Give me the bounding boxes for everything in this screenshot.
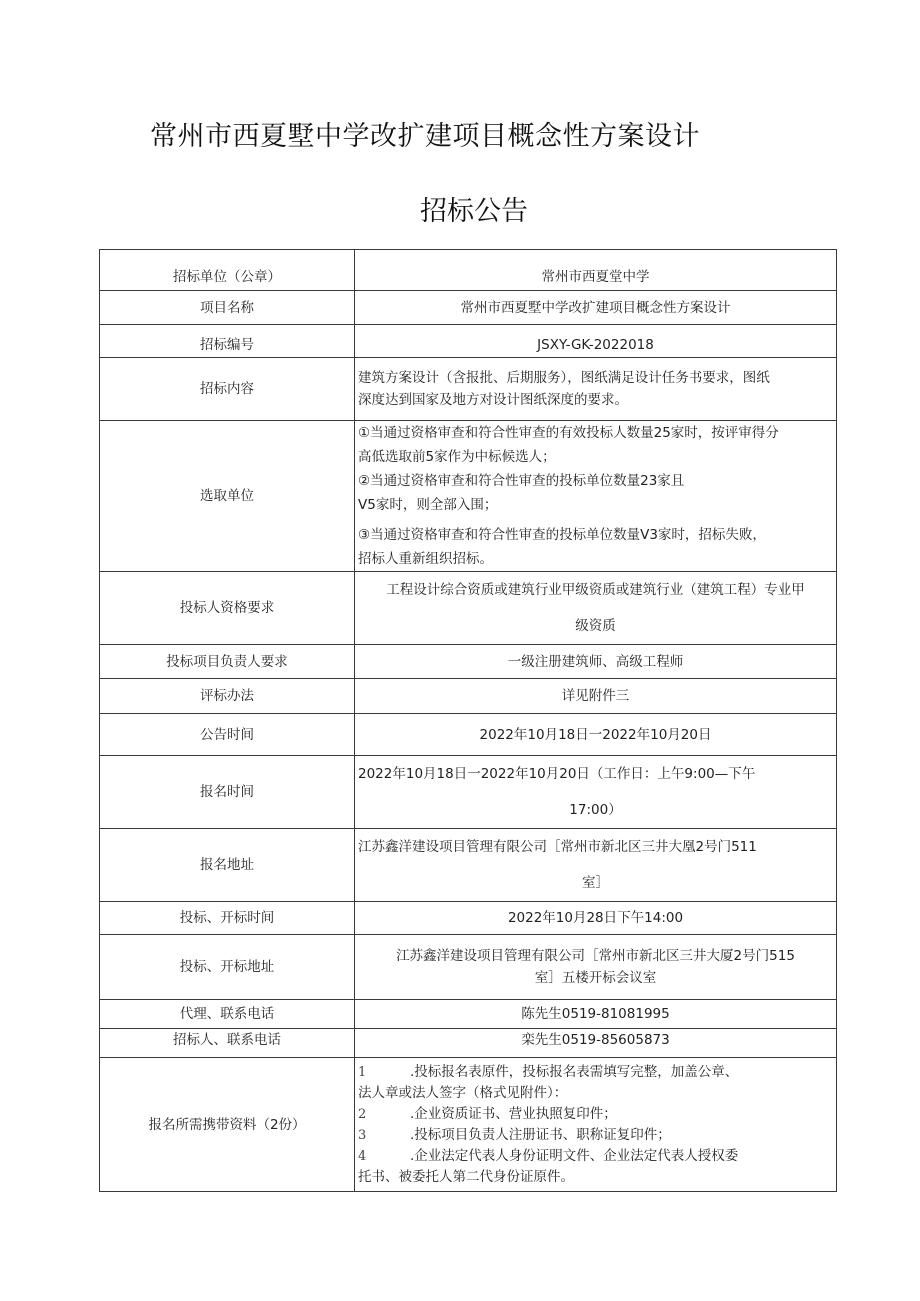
- row-value: [355, 829, 837, 902]
- value-line: 17:00）: [569, 802, 622, 818]
- row-value: [355, 756, 837, 829]
- value-line: V5家时，则全部入围；: [358, 497, 498, 513]
- row-label: 代理、联系电话: [100, 1000, 355, 1029]
- list-item: [358, 1062, 833, 1083]
- row-value: 一级注册建筑师、高级工程师: [355, 645, 837, 679]
- table-row: [100, 1058, 837, 1192]
- item-index: 2: [358, 1106, 367, 1122]
- row-value: 常州市西夏堂中学: [355, 250, 837, 291]
- table-row: [100, 358, 837, 421]
- table-row: [100, 250, 837, 291]
- value-line: 室］五楼开标会议室: [534, 970, 657, 986]
- row-label: 报名所需携带资料（2份）: [100, 1058, 355, 1192]
- row-value: [355, 358, 837, 421]
- row-value: [355, 572, 837, 645]
- value-line: ①当通过资格审查和符合性审查的有效投标人数量25家时，按评审得分: [358, 425, 779, 441]
- table-row: [100, 1029, 837, 1058]
- table-row: [100, 756, 837, 829]
- value-line: 高低选取前5家作为中标候选人；: [358, 449, 556, 465]
- value-line: 建筑方案设计（含报批、后期服务），图纸满足设计任务书要求，图纸: [358, 370, 770, 386]
- table-row: [100, 291, 837, 325]
- value-line: 工程设计综合资质或建筑行业甲级资质或建筑行业（建筑工程）专业甲: [386, 582, 805, 598]
- row-label: 投标人资格要求: [100, 572, 355, 645]
- row-label: 招标单位（公章）: [100, 250, 355, 291]
- list-item-continuation: 法人章或法人签字（格式见附件）：: [358, 1084, 568, 1101]
- item-index: 1: [358, 1064, 367, 1080]
- value-line: 室］: [582, 875, 609, 891]
- row-value: 详见附件三: [355, 679, 837, 714]
- row-label: 报名时间: [100, 756, 355, 829]
- table-row: [100, 645, 837, 679]
- tender-notice-table: [99, 249, 837, 1192]
- item-index: 4: [358, 1148, 367, 1164]
- item-index: 3: [358, 1127, 367, 1143]
- row-label: 投标、开标地址: [100, 935, 355, 1000]
- item-text: .企业法定代表人身份证明文件、企业法定代表人授权委: [410, 1147, 739, 1164]
- row-label: 公告时间: [100, 714, 355, 756]
- row-value: [355, 421, 837, 572]
- list-item: [358, 1104, 833, 1125]
- list-item: [358, 1125, 833, 1146]
- table-row: [100, 421, 837, 572]
- row-value: 常州市西夏墅中学改扩建项目概念性方案设计: [355, 291, 837, 325]
- list-item: [358, 1146, 833, 1167]
- value-line: 深度达到国家及地方对设计图纸深度的要求。: [358, 392, 628, 408]
- table-row: [100, 679, 837, 714]
- value-line: ③当通过资格审查和符合性审查的投标单位数量V3家时，招标失败，: [358, 527, 766, 543]
- value-line: ②当通过资格审查和符合性审查的投标单位数量23家且: [358, 473, 685, 489]
- document-title: 常州市西夏墅中学改扩建项目概念性方案设计: [150, 121, 700, 152]
- row-value: 栾先生0519-85605873: [355, 1029, 837, 1058]
- document-subtitle: 招标公告: [420, 196, 528, 227]
- table-row: [100, 829, 837, 902]
- item-text: .投标项目负责人注册证书、职称证复印件；: [410, 1126, 671, 1143]
- row-label: 投标、开标时间: [100, 902, 355, 935]
- row-value: 2022年10月28日下午14:00: [355, 902, 837, 935]
- row-value: [355, 935, 837, 1000]
- row-label: 招标编号: [100, 325, 355, 358]
- row-label: 报名地址: [100, 829, 355, 902]
- row-label: 招标内容: [100, 358, 355, 421]
- row-label: 投标项目负责人要求: [100, 645, 355, 679]
- value-line: 级资质: [575, 618, 616, 634]
- list-item-continuation: 托书、被委托人第二代身份证原件。: [358, 1168, 574, 1185]
- value-line: 江苏鑫洋建设项目管理有限公司［常州市新北区三井大凰2号门511: [358, 839, 757, 855]
- row-value: 2022年10月18日一2022年10月20日: [355, 714, 837, 756]
- row-label: 评标办法: [100, 679, 355, 714]
- row-label: 选取单位: [100, 421, 355, 572]
- materials-list: [355, 1058, 837, 1192]
- row-label: 招标人、联系电话: [100, 1029, 355, 1058]
- item-text: .企业资质证书、营业执照复印件；: [410, 1105, 617, 1122]
- value-line: 招标人重新组织招标。: [358, 551, 493, 567]
- row-value: 陈先生0519-81081995: [355, 1000, 837, 1029]
- table-row: [100, 325, 837, 358]
- value-line: 2022年10月18日一2022年10月20日（工作日：上午9:00—下午: [358, 766, 756, 782]
- table-row: [100, 714, 837, 756]
- item-text: .投标报名表原件，投标报名表需填写完整，加盖公章、: [410, 1063, 739, 1080]
- value-line: 江苏鑫洋建设项目管理有限公司［常州市新北区三井大厦2号门515: [396, 948, 795, 964]
- table-row: [100, 935, 837, 1000]
- row-label: 项目名称: [100, 291, 355, 325]
- table-row: [100, 1000, 837, 1029]
- table-row: [100, 902, 837, 935]
- row-value: JSXY-GK-2022018: [355, 325, 837, 358]
- table-row: [100, 572, 837, 645]
